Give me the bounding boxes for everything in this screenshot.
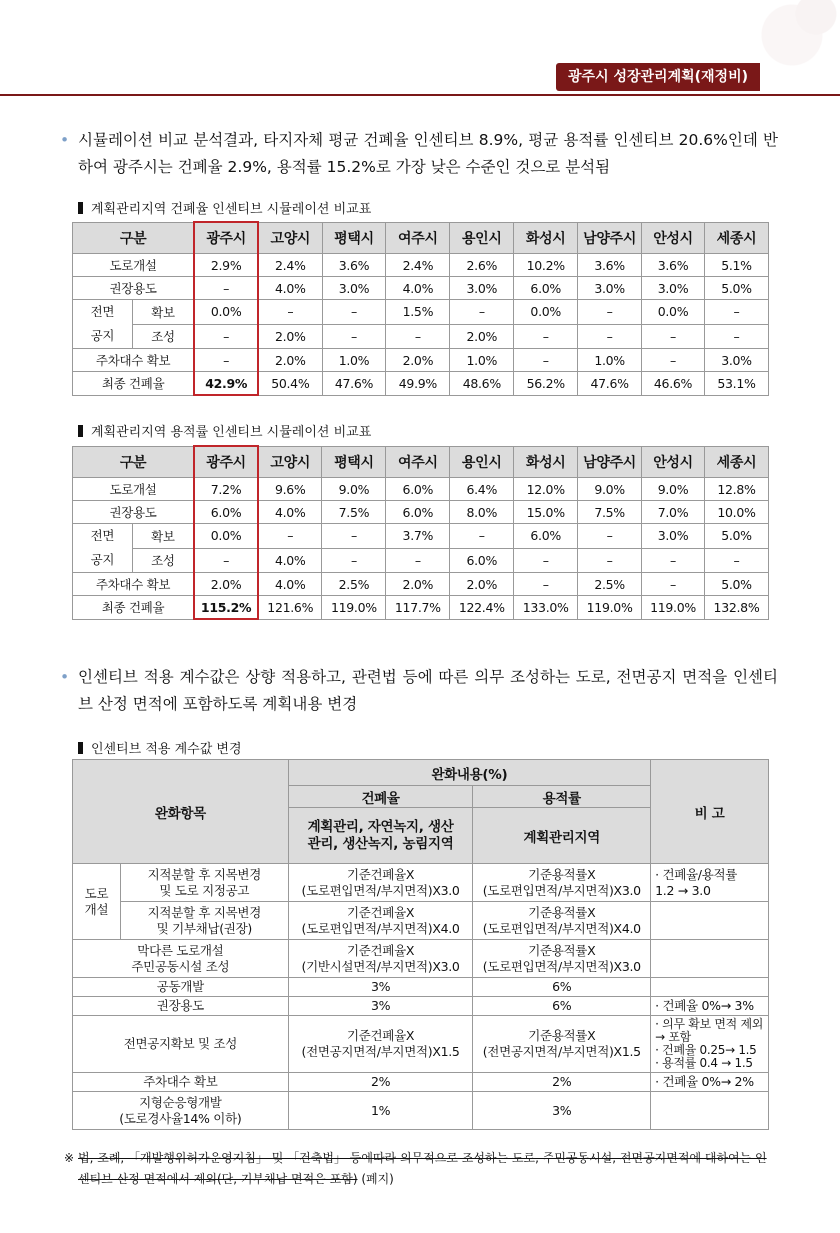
corner-decoration [720, 0, 840, 70]
table-row: 주차대수 확보 2% 2% · 건폐율 0%→ 2% [73, 1073, 769, 1092]
section-title-1: 계획관리지역 건폐율 인센티브 시뮬레이션 비교표 [78, 198, 371, 217]
table-row: 전면 공지 확보 0.0% – – 3.7% – 6.0% – 3.0% 5.0% [73, 524, 769, 549]
table-row: 주차대수 확보 2.0% 4.0% 2.5% 2.0% 2.0% – 2.5% – 5.0% [73, 573, 769, 596]
bullet-icon: • [60, 668, 70, 686]
paragraph-1 [60, 127, 778, 181]
table-row: 조성 – 4.0% – – 6.0% – – – – [73, 548, 769, 573]
table-row: 최종 건폐율 42.9% 50.4% 47.6% 49.9% 48.6% 56.2% 47.6% 46.6% 53.1% [73, 372, 769, 396]
paragraph-1-text: 시뮬레이션 비교 분석결과, 타지자체 평균 건폐율 인센티브 8.9%, 평균 용적률 인센티브 20.6%인데 반하여 광주시는 건폐율 2.9%, 용적률 15.2%로 가장 낮은 수준인 것으로 분석됨 [78, 131, 778, 176]
footnote [64, 1148, 778, 1190]
table-row: 권장용도 – 4.0% 3.0% 4.0% 3.0% 6.0% 3.0% 3.0% 5.0% [73, 277, 769, 300]
note-text: 법, 조례, 「개발행위허가운영지침」 및 「건축법」 등에따라 의무적으로 조성하는 도로, 주민공동시설, 전면공지면적에 대하여는 인센티브 산정 면적에서 제외(단, 기부채납 면적은 포함) [78, 1151, 767, 1186]
table-row: 주차대수 확보 – 2.0% 1.0% 2.0% 1.0% – 1.0% – 3.0% [73, 349, 769, 372]
table-row: 공동개발 3% 6% [73, 978, 769, 997]
table-row: 지형순응형개발 (도로경사율14% 이하) 1% 3% [73, 1092, 769, 1130]
header-badge: 광주시 성장관리계획(재정비) [556, 63, 760, 91]
paragraph-2 [60, 664, 778, 718]
bullet-icon: • [60, 131, 70, 149]
table-row: 막다른 도로개설 주민공동시설 조성 기준건폐율X (기반시설면적/부지면적)X3.0 기준용적률X (도로편입면적/부지면적)X3.0 [73, 940, 769, 978]
table-row: 지적분할 후 지목변경 및 기부채납(권장) 기준건폐율X (도로편입면적/부지면적)X4.0 기준용적률X (도로편입면적/부지면적)X4.0 [73, 902, 769, 940]
far-comparison-table [72, 445, 769, 620]
table-row: 도로개설 7.2% 9.6% 9.0% 6.0% 6.4% 12.0% 9.0% 9.0% 12.8% [73, 478, 769, 501]
note-mark: ※ [64, 1151, 75, 1165]
section-title-3: 인센티브 적용 계수값 변경 [78, 738, 242, 757]
table-row: 전면공지확보 및 조성 기준건폐율X (전면공지면적/부지면적)X1.5 기준용적률X (전면공지면적/부지면적)X1.5 · 의무 확보 면적 제외 → 포함 · 건폐율 0.25→ 1.5 · 용적률 0.4 → 1.5 [73, 1016, 769, 1073]
table-row: 조성 – 2.0% – – 2.0% – – – – [73, 324, 769, 349]
incentive-coefficient-table: 완화항목 완화내용(%) 비 고 건폐율 용적률 계획관리, 자연녹지, 생산관리, 생산녹지, 농림지역 계획관리지역 도로 개설 지적분할 후 지목변경 및 도로 지정공고 기준건폐율X (도로편입면적/부지면적)X3.0 기준용적률X (도로편입면적/부지면적)X3.0 · 건폐율/용적률 1.2 → 3.0 지적분할 후 지목변경 및 기부채납(권장) 기준건폐율X (도로편입면적/부지면적)X4.0 기준용적률X (도로편입면적/부지면적)X4.0 막다른 도로개설 주민공동시설 조성 기준건폐율X (기반시설면적/부지면적)X3.0 기준용적률X (도로편입면적/부지면적)X3.0 공동개발 3% 6% 권장용도 3% 6% · 건폐율 0%→ 3% 전면공지확보 및 조성 기준건폐율X (전면공지면적/부지면적)X1.5 기준용적률X (전면공지면적/부지면적)X1.5 · 의무 확보 면적 제외 → 포함 · 건폐율 0.25→ 1.5 · 용적률 0.4 → 1.5 주차대수 확보 2% 2% · 건폐율 0%→ 2% 지형순응형개발 (도로경사율14% 이하) 1% 3% [72, 759, 769, 1130]
table-header-row: 구분 광주시 고양시 평택시 여주시 용인시 화성시 남양주시 안성시 세종시 [73, 446, 769, 478]
section-mark-icon [78, 425, 83, 437]
section-mark-icon [78, 742, 83, 754]
table-row: 도로개설 2.9% 2.4% 3.6% 2.4% 2.6% 10.2% 3.6% 3.6% 5.1% [73, 254, 769, 277]
table-header-row: 구분 광주시 고양시 평택시 여주시 용인시 화성시 남양주시 안성시 세종시 [73, 222, 769, 254]
table-row: 권장용도 6.0% 4.0% 7.5% 6.0% 8.0% 15.0% 7.5% 7.0% 10.0% [73, 501, 769, 524]
note-suffix: (폐지) [357, 1172, 394, 1186]
table-row: 도로 개설 지적분할 후 지목변경 및 도로 지정공고 기준건폐율X (도로편입면적/부지면적)X3.0 기준용적률X (도로편입면적/부지면적)X3.0 · 건폐율/용적률 1.2 → 3.0 [73, 864, 769, 902]
section-mark-icon [78, 202, 83, 214]
table-row: 전면 공지 확보 0.0% – – 1.5% – 0.0% – 0.0% – [73, 300, 769, 325]
bcr-comparison-table [72, 221, 769, 396]
table-row: 권장용도 3% 6% · 건폐율 0%→ 3% [73, 997, 769, 1016]
section-title-2: 계획관리지역 용적률 인센티브 시뮬레이션 비교표 [78, 421, 371, 440]
header-divider [0, 94, 840, 96]
table-row: 최종 건폐율 115.2% 121.6% 119.0% 117.7% 122.4% 133.0% 119.0% 119.0% 132.8% [73, 596, 769, 620]
paragraph-2-text: 인센티브 적용 계수값은 상향 적용하고, 관련법 등에 따른 의무 조성하는 도로, 전면공지 면적을 인센티브 산정 면적에 포함하도록 계획내용 변경 [78, 668, 778, 713]
